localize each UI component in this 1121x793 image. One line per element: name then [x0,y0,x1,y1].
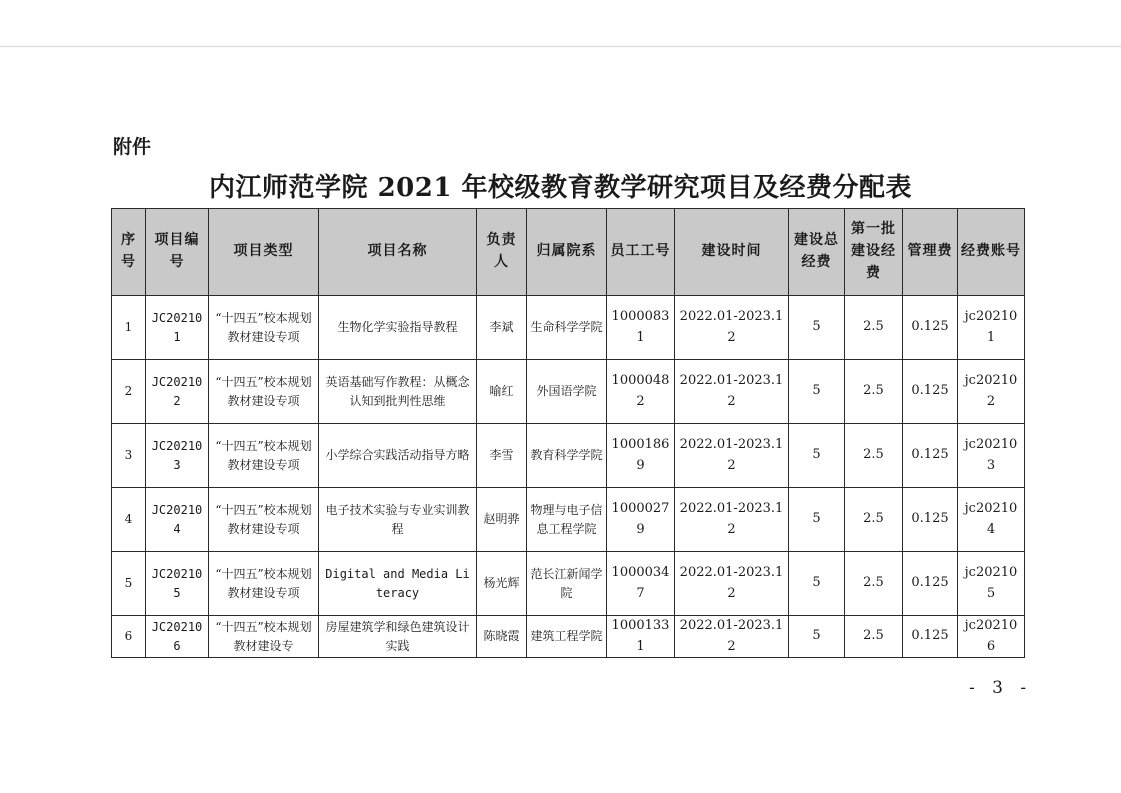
cell-account: jc202102 [958,360,1025,424]
cell-staff-id: 10000347 [607,552,675,616]
table-row [112,488,1025,552]
table-row [112,616,1025,658]
scan-edge-line [0,46,1121,47]
cell-no: 1 [112,296,146,360]
cell-college: 教育科学学院 [527,424,607,488]
cell-staff-id: 10000482 [607,360,675,424]
cell-type: “十四五”校本规划教材建设专项 [209,424,319,488]
header-leader: 负责人 [477,209,527,296]
cell-code: JC202103 [146,424,209,488]
cell-college: 范长江新闻学院 [527,552,607,616]
cell-first-batch: 2.5 [845,552,903,616]
cell-college: 建筑工程学院 [527,616,607,658]
cell-mgmt-fee: 0.125 [903,488,958,552]
cell-staff-id: 10001331 [607,616,675,658]
cell-first-batch: 2.5 [845,616,903,658]
cell-name: 英语基础写作教程：从概念认知到批判性思维 [319,360,477,424]
cell-college: 外国语学院 [527,360,607,424]
cell-code: JC202102 [146,360,209,424]
cell-total: 5 [789,424,845,488]
cell-mgmt-fee: 0.125 [903,424,958,488]
header-mgmt-fee: 管理费 [903,209,958,296]
cell-no: 5 [112,552,146,616]
cell-name: 小学综合实践活动指导方略 [319,424,477,488]
table-row [112,296,1025,360]
cell-no: 3 [112,424,146,488]
cell-period: 2022.01-2023.12 [675,296,789,360]
header-type: 项目类型 [209,209,319,296]
cell-period: 2022.01-2023.12 [675,552,789,616]
attachment-label: 附件 [113,136,152,158]
funding-table [111,208,1025,658]
cell-no: 4 [112,488,146,552]
cell-code: JC202104 [146,488,209,552]
header-name: 项目名称 [319,209,477,296]
cell-leader: 陈晓霞 [477,616,527,658]
cell-code: JC202106 [146,616,209,658]
cell-code: JC202105 [146,552,209,616]
cell-staff-id: 10000831 [607,296,675,360]
cell-period: 2022.01-2023.12 [675,424,789,488]
cell-college: 物理与电子信息工程学院 [527,488,607,552]
cell-account: jc202103 [958,424,1025,488]
cell-name: 房屋建筑学和绿色建筑设计实践 [319,616,477,658]
cell-total: 5 [789,616,845,658]
cell-first-batch: 2.5 [845,424,903,488]
cell-period: 2022.01-2023.12 [675,360,789,424]
cell-first-batch: 2.5 [845,360,903,424]
cell-account: jc202104 [958,488,1025,552]
cell-leader: 李斌 [477,296,527,360]
cell-mgmt-fee: 0.125 [903,616,958,658]
header-code: 项目编号 [146,209,209,296]
cell-mgmt-fee: 0.125 [903,296,958,360]
cell-name: 生物化学实验指导教程 [319,296,477,360]
table-row [112,360,1025,424]
cell-type: “十四五”校本规划教材建设专项 [209,296,319,360]
cell-staff-id: 10001869 [607,424,675,488]
cell-account: jc202105 [958,552,1025,616]
cell-college: 生命科学学院 [527,296,607,360]
header-first-batch: 第一批建设经费 [845,209,903,296]
page-number: - 3 - [969,678,1033,698]
cell-no: 2 [112,360,146,424]
cell-mgmt-fee: 0.125 [903,360,958,424]
cell-total: 5 [789,488,845,552]
cell-leader: 李雪 [477,424,527,488]
page-title: 内江师范学院 2021 年校级教育教学研究项目及经费分配表 [209,173,912,203]
cell-period: 2022.01-2023.12 [675,488,789,552]
cell-leader: 杨光辉 [477,552,527,616]
header-total: 建设总经费 [789,209,845,296]
cell-account: jc202106 [958,616,1025,658]
header-account: 经费账号 [958,209,1025,296]
header-no: 序号 [112,209,146,296]
cell-first-batch: 2.5 [845,296,903,360]
cell-total: 5 [789,552,845,616]
cell-leader: 喻红 [477,360,527,424]
table-row [112,424,1025,488]
cell-mgmt-fee: 0.125 [903,552,958,616]
header-staff-id: 员工工号 [607,209,675,296]
cell-name: Digital and Media Literacy [319,552,477,616]
cell-type: “十四五”校本规划教材建设专项 [209,360,319,424]
header-college: 归属院系 [527,209,607,296]
cell-total: 5 [789,360,845,424]
cell-period: 2022.01-2023.12 [675,616,789,658]
table-row [112,552,1025,616]
cell-first-batch: 2.5 [845,488,903,552]
cell-no: 6 [112,616,146,658]
cell-total: 5 [789,296,845,360]
header-period: 建设时间 [675,209,789,296]
cell-name: 电子技术实验与专业实训教程 [319,488,477,552]
cell-type: “十四五”校本规划教材建设专 [209,616,319,658]
cell-leader: 赵明骅 [477,488,527,552]
cell-account: jc202101 [958,296,1025,360]
table-header-row [112,209,1025,296]
cell-type: “十四五”校本规划教材建设专项 [209,552,319,616]
cell-code: JC202101 [146,296,209,360]
cell-staff-id: 10000279 [607,488,675,552]
cell-type: “十四五”校本规划教材建设专项 [209,488,319,552]
